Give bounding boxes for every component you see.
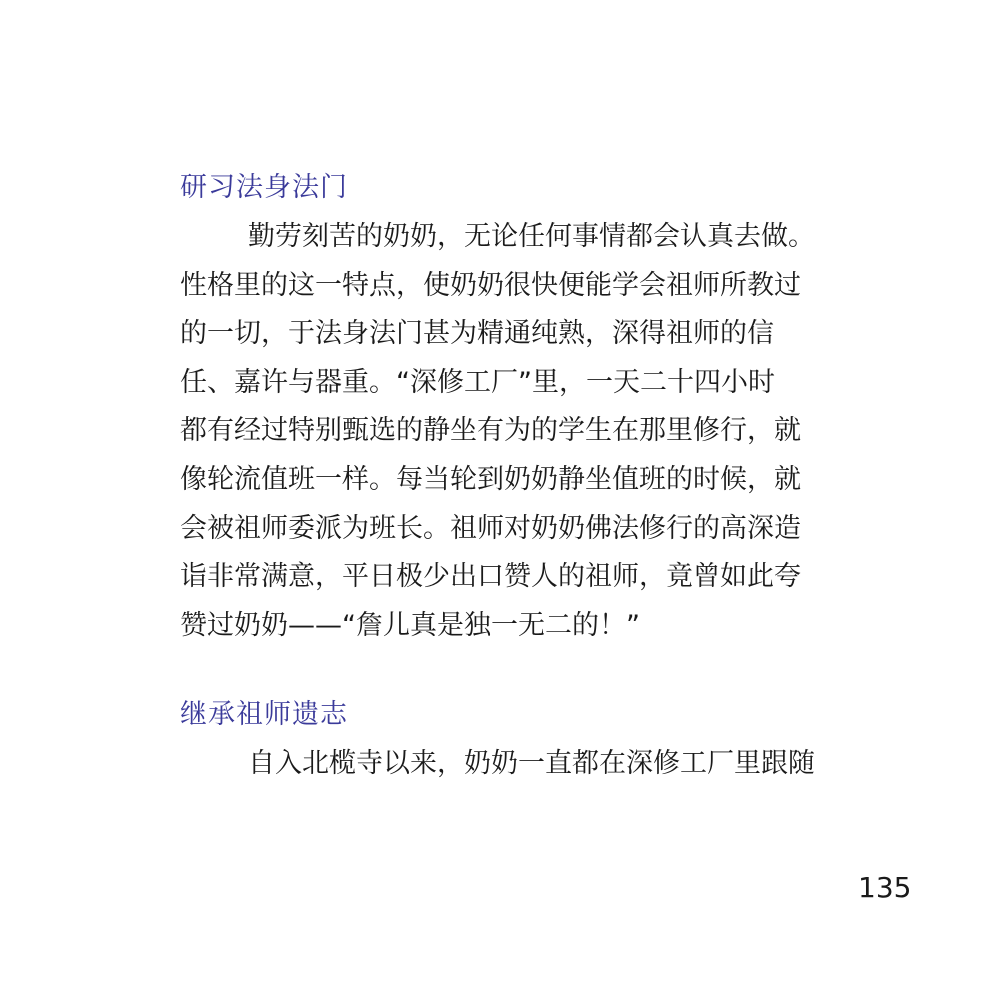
text-line: 的一切，于法身法门甚为精通纯熟，深得祖师的信 [180,318,774,350]
page-number: 135 [858,871,912,904]
text-line: 任、嘉许与器重。“深修工厂”里，一天二十四小时 [180,366,775,398]
text-line: 像轮流值班一样。每当轮到奶奶静坐值班的时候，就 [180,463,801,495]
paragraph-2 [180,740,900,789]
section-heading-2: 继承祖师遗志 [180,699,348,730]
section-heading-1: 研习法身法门 [180,172,348,203]
text-line: 会被祖师委派为班长。祖师对奶奶佛法修行的高深造 [180,512,801,544]
text-line: 赞过奶奶——“詹儿真是独一无二的！” [180,609,640,641]
paragraph-1 [180,213,900,650]
text-line: 都有经过特别甄选的静坐有为的学生在那里修行，就 [180,415,801,447]
text-line: 诣非常满意，平日极少出口赞人的祖师，竟曾如此夸 [180,561,801,593]
text-line: 自入北榄寺以来，奶奶一直都在深修工厂里跟随 [248,748,815,779]
text-line: 勤劳刻苦的奶奶，无论任何事情都会认真去做。 [248,221,815,252]
text-line: 性格里的这一特点，使奶奶很快便能学会祖师所教过 [180,269,801,301]
